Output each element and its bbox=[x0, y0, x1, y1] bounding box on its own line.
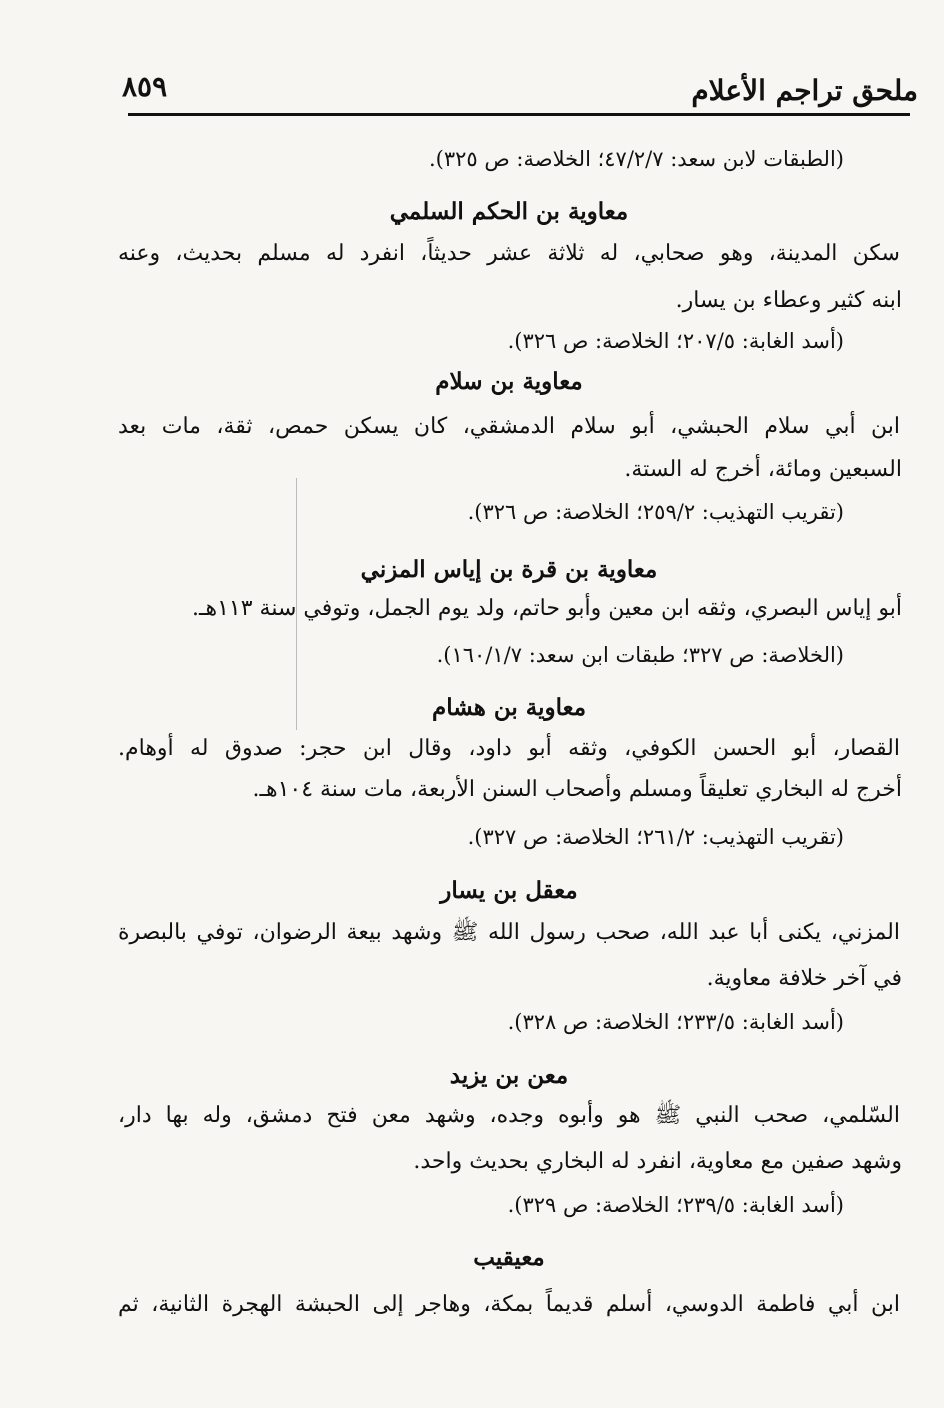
source-citation: (أسد الغابة: ٢٠٧/٥؛ الخلاصة: ص ٣٢٦). bbox=[507, 329, 844, 353]
entry-heading: معاوية بن قرة بن إياس المزني bbox=[360, 556, 658, 583]
source-citation: (الخلاصة: ص ٣٢٧؛ طبقات ابن سعد: ١٦٠/١/٧). bbox=[436, 643, 844, 667]
entry-text-line: القصار، أبو الحسن الكوفي، وثقه أبو داود، وقال ابن حجر: صدوق له أوهام. bbox=[118, 736, 900, 761]
entry-text-line: في آخر خلافة معاوية. bbox=[706, 966, 902, 991]
entry-heading: معاوية بن هشام bbox=[431, 694, 587, 721]
entry-heading: معاوية بن الحكم السلمي bbox=[389, 198, 629, 225]
source-citation: (أسد الغابة: ٢٣٩/٥؛ الخلاصة: ص ٣٢٩). bbox=[507, 1193, 844, 1217]
running-title: ملحق تراجم الأعلام bbox=[691, 74, 918, 107]
entry-text-line: السبعين ومائة، أخرج له الستة. bbox=[624, 457, 902, 482]
entry-text-line: سكن المدينة، وهو صحابي، له ثلاثة عشر حديثاً، انفرد له مسلم بحديث، وعنه bbox=[118, 241, 900, 266]
entry-text-line: أبو إياس البصري، وثقه ابن معين وأبو حاتم، ولد يوم الجمل، وتوفي سنة ١١٣هـ. bbox=[192, 596, 902, 621]
entry-text-line: ابن أبي سلام الحبشي، أبو سلام الدمشقي، كان يسكن حمص، ثقة، مات بعد bbox=[118, 414, 900, 439]
entry-text-line: وشهد صفين مع معاوية، انفرد له البخاري بحديث واحد. bbox=[413, 1149, 902, 1174]
entry-text-line: المزني، يكنى أبا عبد الله، صحب رسول الله ﷺ وشهد بيعة الرضوان، توفي بالبصرة bbox=[118, 920, 900, 945]
header-rule bbox=[128, 113, 910, 116]
entry-text-line: ابن أبي فاطمة الدوسي، أسلم قديماً بمكة، وهاجر إلى الحبشة الهجرة الثانية، ثم bbox=[118, 1292, 900, 1317]
page-number: ٨٥٩ bbox=[122, 70, 168, 103]
entry-text-line: ابنه كثير وعطاء بن يسار. bbox=[675, 288, 902, 313]
entry-heading: معيقيب bbox=[473, 1244, 545, 1271]
entry-text-line: أخرج له البخاري تعليقاً ومسلم وأصحاب السنن الأربعة، مات سنة ١٠٤هـ. bbox=[252, 777, 902, 802]
page-header bbox=[118, 60, 918, 114]
source-citation: (الطبقات لابن سعد: ٤٧/٢/٧؛ الخلاصة: ص ٣٢٥). bbox=[428, 147, 844, 171]
entry-heading: معقل بن يسار bbox=[440, 877, 578, 904]
entry-text-line: السّلمي، صحب النبي ﷺ هو وأبوه وجده، وشهد معن فتح دمشق، وله بها دار، bbox=[118, 1103, 900, 1128]
entry-heading: معن بن يزيد bbox=[449, 1062, 569, 1089]
source-citation: (أسد الغابة: ٢٣٣/٥؛ الخلاصة: ص ٣٢٨). bbox=[507, 1010, 844, 1034]
source-citation: (تقريب التهذيب: ٢٦١/٢؛ الخلاصة: ص ٣٢٧). bbox=[467, 825, 844, 849]
entry-heading: معاوية بن سلام bbox=[435, 368, 583, 395]
source-citation: (تقريب التهذيب: ٢٥٩/٢؛ الخلاصة: ص ٣٢٦). bbox=[467, 500, 844, 524]
